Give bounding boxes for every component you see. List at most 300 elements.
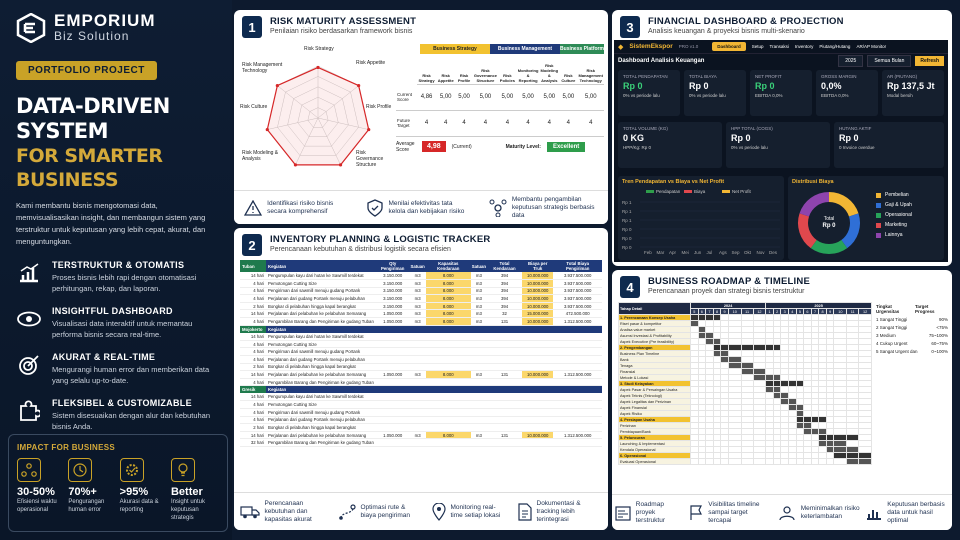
task-name: 1. Perencanaan Konsep Usaha [619, 315, 691, 321]
column-header: Biaya per Truk [522, 260, 553, 272]
group-business-strategy: Business Strategy [420, 44, 490, 54]
value-cell: 10.000.000 [522, 318, 553, 326]
value-cell: m3 [409, 295, 425, 303]
radar-point [316, 66, 319, 69]
task-name: Analisa value market [619, 327, 691, 333]
value-cell [409, 378, 425, 386]
maturity-value: Excellent [547, 142, 585, 152]
kpi-value: Rp 137,5 Jt [887, 81, 935, 91]
score-cell: 4 [517, 110, 540, 136]
month-header: 4 [789, 309, 797, 315]
kpi-sub: 0% vs periode lalu [623, 93, 660, 98]
feature-title: INSIGHTFUL DASHBOARD [52, 306, 173, 316]
footer-text: Membantu pengambilan keputusan strategis berbasis data [511, 195, 595, 219]
period-select[interactable]: Semua Bulan [867, 55, 911, 67]
value-cell: 15.000.000 [522, 310, 553, 318]
value-cell: 3.937.500.000 [553, 272, 602, 280]
activity-cell: Pengambilan Barang dan Pengiriman ke gudang Tuban [266, 318, 376, 326]
nav-setup[interactable]: Setup [751, 44, 764, 49]
column-header: Risk Culture [559, 56, 577, 84]
value-cell [409, 416, 425, 424]
feature-desc: Mengurangi human error dan memberikan data yang selalu up-to-date. [52, 365, 210, 385]
duration-cell: 4 hari [240, 340, 266, 348]
task-name: Business Plan Timeline [619, 351, 691, 357]
column-header [471, 386, 487, 394]
duration-cell: 4 hari [240, 287, 266, 295]
value-cell [553, 401, 602, 409]
footer-text: Identifikasi risiko bisnis secara komprehensif [267, 199, 334, 215]
risk-score-table [396, 44, 604, 153]
value-cell: 3.150.000 [376, 295, 409, 303]
activity-cell: Perjalanan dari gudang Portank menuju pelabuhan [266, 295, 376, 303]
duration-cell: 14 hari [240, 333, 266, 341]
radar-label: Risk Profile [366, 104, 392, 110]
panel-number: 1 [242, 16, 262, 38]
value-cell [471, 355, 487, 363]
table-row [240, 431, 602, 439]
legend-label: Pembelian [885, 192, 909, 198]
footer-item [866, 501, 949, 525]
value-cell: 10.000.000 [522, 287, 553, 295]
legend-swatch [684, 190, 692, 193]
panel-number: 2 [242, 234, 262, 256]
year-select[interactable]: 2025 [838, 55, 863, 67]
value-cell: 10.000.000 [522, 302, 553, 310]
month-header: 11 [847, 309, 859, 315]
value-cell [426, 393, 471, 401]
task-name: Aspek Legalitas dan Perizinan [619, 399, 691, 405]
shield-check-icon [367, 199, 383, 217]
value-cell [426, 378, 471, 386]
donut-slice [804, 197, 829, 215]
value-cell: 8.000 [426, 287, 471, 295]
value-cell: 131 [487, 371, 522, 379]
panel-number: 4 [620, 276, 640, 298]
duration-cell: 14 hari [240, 431, 266, 439]
value-cell [487, 416, 522, 424]
legend-swatch [876, 233, 881, 238]
activity-cell: Pengiriman dari sawmill menuju gudang Portank [266, 348, 376, 356]
month-header: 5 [691, 309, 699, 315]
gantt-cell [728, 459, 741, 465]
value-cell: m3 [471, 280, 487, 288]
table-row [240, 295, 602, 303]
nav-ar-ap-monitor[interactable]: AR/AP Monitor [856, 44, 887, 49]
impact-label: Pengurangan human error [68, 499, 105, 513]
score-cell: 4 [455, 110, 473, 136]
footer-item [689, 501, 772, 525]
kpi-sub: HPP/Kg: Rp 0 [623, 145, 652, 150]
value-cell [471, 333, 487, 341]
column-header [409, 325, 425, 333]
column-header: Risk Governance Structure [473, 56, 498, 84]
activity-cell: Pemotongan Cutting Size [266, 401, 376, 409]
value-cell: 1.050.000 [376, 310, 409, 318]
value-cell: 8.000 [426, 295, 471, 303]
value-cell [471, 340, 487, 348]
duration-cell: 4 hari [240, 295, 266, 303]
column-header [426, 325, 471, 333]
value-cell: 3.150.000 [376, 302, 409, 310]
refresh-button[interactable]: Refresh [915, 56, 944, 66]
footer-text: Dokumentasi & tracking lebih terintegrasi [536, 499, 581, 523]
feature-desc: Sistem disesuaikan dengan alur dan kebutuhan bisnis Anda. [52, 411, 211, 431]
value-cell [487, 348, 522, 356]
value-cell: 10.000.000 [522, 280, 553, 288]
group-business-platform: Business Platform [560, 46, 604, 52]
value-cell [409, 340, 425, 348]
feature-item [16, 398, 216, 432]
value-cell: m3 [471, 318, 487, 326]
activity-cell: Bongkar di pelabuhan hingga kapal berangkat [266, 302, 376, 310]
score-cell: 5,00 [539, 84, 559, 110]
value-cell [522, 393, 553, 401]
kpi-value: 0 KG [623, 133, 645, 143]
gantt-cell [826, 459, 834, 465]
kpi-card [750, 70, 812, 116]
section-header [240, 325, 602, 333]
roadmap-icon [615, 505, 631, 521]
value-cell [487, 409, 522, 417]
logo-icon [16, 13, 46, 43]
panel-number: 3 [620, 16, 640, 38]
value-cell: 1.312.500.000 [553, 431, 602, 439]
y-tick: Rp 1 [622, 218, 632, 223]
value-cell [471, 439, 487, 447]
duration-cell: 14 hari [240, 272, 266, 280]
month-header: 12 [753, 309, 766, 315]
hero-title: DATA-DRIVEN SYSTEM [16, 94, 170, 143]
value-cell [522, 340, 553, 348]
month-header: 11 [741, 309, 753, 315]
kpi-value: Rp 0 [623, 81, 643, 91]
legend-swatch [646, 190, 654, 193]
value-cell [522, 378, 553, 386]
feature-title: AKURAT & REAL-TIME [52, 352, 156, 362]
activity-cell: Pengumpulan kayu dari hutan ke Sawmill terdekat [266, 393, 376, 401]
kpi-card [834, 122, 944, 168]
activity-cell: Pengiriman dari sawmill menuju gudang Portank [266, 409, 376, 417]
x-tick: Nov [756, 250, 765, 255]
x-tick: Feb [644, 250, 652, 255]
score-cell: 4 [498, 110, 517, 136]
value-cell [409, 424, 425, 432]
value-cell [522, 424, 553, 432]
score-cell: 4 [559, 110, 577, 136]
impact-stat [68, 458, 116, 522]
section-name: Gresik [240, 386, 266, 394]
column-header: Total Kendaraan [487, 260, 522, 272]
nav-piutang-hutang[interactable]: Piutang/Hutang [819, 44, 851, 49]
footer-text: Meminimalkan risiko keterlambatan [800, 504, 860, 520]
month-header: 10 [834, 309, 847, 315]
value-cell: m3 [409, 280, 425, 288]
y-tick: Rp 1 [622, 209, 632, 214]
score-cell: 5,00 [517, 84, 540, 110]
value-cell: 1.312.500.000 [553, 371, 602, 379]
panel-roadmap [612, 270, 952, 530]
month-header: 3 [781, 309, 789, 315]
column-header: Tahap Detail [619, 303, 691, 315]
section-name: Tuban [240, 260, 266, 272]
footer-item [367, 199, 468, 217]
footer-text: Roadmap proyek terstruktur [635, 500, 666, 524]
table-row [240, 355, 602, 363]
panel-title: INVENTORY PLANNING & LOGISTIC TRACKER [270, 234, 491, 245]
table-row [240, 333, 602, 341]
radar-chart [238, 46, 398, 191]
value-cell [426, 401, 471, 409]
value-cell [426, 416, 471, 424]
people-network-icon [17, 458, 41, 482]
value-cell [376, 393, 409, 401]
value-cell [409, 333, 425, 341]
kpi-sub: Modal bersih [887, 93, 913, 98]
score-cell: 4 [436, 110, 455, 136]
task-name: Bank [619, 357, 691, 363]
score-cell: 4 [539, 110, 559, 136]
column-header: Total Biaya Pengiriman [553, 260, 602, 272]
month-header: 6 [698, 309, 706, 315]
panel-risk-maturity [234, 10, 608, 224]
duration-cell: 14 hari [240, 310, 266, 318]
urgency-level: 3 Medium [876, 333, 896, 338]
urgency-level: 4 Cukup Urgent [876, 341, 908, 346]
footer-text: Perencanaan kebutuhan dan kapasitas akurat [264, 499, 312, 523]
activity-cell: Bongkar di pelabuhan hingga kapal berangkat [266, 424, 376, 432]
gantt-cell [781, 459, 789, 465]
row-label: Current Score [396, 84, 417, 110]
column-header [376, 386, 409, 394]
duration-cell: 2 hari [240, 424, 266, 432]
kpi-card [726, 122, 830, 168]
value-cell: 32 [487, 310, 522, 318]
feature-item [16, 352, 216, 386]
column-header: Satuan [471, 260, 487, 272]
score-cell: 4,86 [417, 84, 436, 110]
app-logo-icon: ◆ [618, 43, 624, 51]
panel-subtitle: Analisis keuangan & proyeksi bisnis multi-skenario [648, 28, 805, 35]
value-cell [522, 401, 553, 409]
nav-transaksi[interactable]: Transaksi [769, 44, 789, 49]
inventory-table [240, 260, 602, 447]
value-cell [487, 355, 522, 363]
legend-label: Pendapatan [656, 189, 681, 194]
month-header: 2 [773, 309, 781, 315]
value-cell: m3 [409, 287, 425, 295]
impact-value: Better [170, 486, 203, 498]
gantt-cell [811, 459, 819, 465]
value-cell [426, 424, 471, 432]
nav-dashboard[interactable]: Dashboard [712, 42, 746, 51]
column-header [522, 325, 553, 333]
month-header: 7 [811, 309, 819, 315]
month-header: 8 [713, 309, 721, 315]
column-header: Risk Strategy [417, 56, 436, 84]
footer-item [338, 504, 421, 520]
impact-stat [171, 458, 219, 522]
panel-title: FINANCIAL DASHBOARD & PROJECTION [648, 16, 844, 27]
task-name: 2. Pengembangan [619, 345, 691, 351]
eye-icon [16, 306, 42, 332]
feature-desc: Proses bisnis lebih rapi dengan otomatisasi perhitungan, rekap, dan laporan. [52, 273, 197, 293]
warning-icon [244, 200, 262, 216]
impact-box [8, 434, 228, 532]
value-cell [409, 355, 425, 363]
kpi-sub: 0 Invoice overdue [839, 145, 875, 150]
radar-label: Risk Strategy [304, 46, 334, 52]
value-cell [553, 409, 602, 417]
column-header: Kegiatan [266, 325, 376, 333]
score-cell: 4 [473, 110, 498, 136]
value-cell [376, 333, 409, 341]
value-cell [426, 348, 471, 356]
value-cell [487, 424, 522, 432]
value-cell: 8.000 [426, 302, 471, 310]
value-cell: 472.500.000 [553, 310, 602, 318]
gantt-cell [706, 459, 714, 465]
score-cell: 5,00 [455, 84, 473, 110]
value-cell [553, 378, 602, 386]
value-cell [487, 340, 522, 348]
footer-text: Visibilitas timeline sampai target tercapai [708, 500, 760, 524]
value-cell [471, 409, 487, 417]
x-tick: Jul [706, 250, 713, 255]
value-cell [487, 393, 522, 401]
month-header: 7 [706, 309, 714, 315]
value-cell [426, 333, 471, 341]
kpi-value: Rp 0 [731, 133, 751, 143]
month-header: 1 [766, 309, 774, 315]
clock-icon [68, 458, 92, 482]
value-cell: 1.312.500.000 [553, 318, 602, 326]
y-tick: Rp 0 [622, 227, 632, 232]
value-cell [522, 409, 553, 417]
feature-title: TERSTRUKTUR & OTOMATIS [52, 260, 185, 270]
hero-intro: Kami membantu bisnis mengotomasi data, memvisualisasikan insight, dan membangun sistem yang terstruktur untuk keputusan yang lebih cepat, akurat, dan menguntungkan. [16, 201, 206, 246]
month-header: 9 [826, 309, 834, 315]
panel-title: RISK MATURITY ASSESSMENT [270, 16, 417, 27]
column-header [471, 325, 487, 333]
activity-cell: Perjalanan dari gudang Portank menuju pelabuhan [266, 355, 376, 363]
gantt-cell [766, 459, 774, 465]
value-cell [471, 378, 487, 386]
target-progress: 75~100% [928, 333, 948, 338]
nav-inventory[interactable]: Inventory [794, 44, 814, 49]
x-tick: Apr [669, 250, 677, 255]
value-cell [409, 363, 425, 371]
table-row [240, 409, 602, 417]
value-cell [487, 378, 522, 386]
group-business-management: Business Management [490, 44, 560, 54]
value-cell: 3.937.500.000 [553, 287, 602, 295]
urgency-legend [876, 304, 948, 357]
y-tick: Rp 0 [622, 236, 632, 241]
table-row [240, 401, 602, 409]
feature-desc: Visualisasi data interaktif untuk memantau performa bisnis secara real-time. [52, 319, 193, 339]
value-cell: 3.937.500.000 [553, 280, 602, 288]
value-cell [409, 348, 425, 356]
app-name: SistemEkspor [629, 43, 673, 50]
people-icon [778, 506, 796, 520]
truck-icon [240, 505, 260, 519]
duration-cell: 4 hari [240, 416, 266, 424]
task-name: 5. Peluncuran [619, 435, 691, 441]
score-cell: 4 [577, 110, 604, 136]
brand-sub: Biz Solution [54, 29, 130, 43]
value-cell: m3 [409, 318, 425, 326]
impact-label: Insight untuk keputusan strategis [170, 499, 206, 521]
task-name: Aspek Finansial [619, 405, 691, 411]
gantt-cell [834, 459, 847, 465]
footer-text: Optimasi rute & biaya pengiriman [360, 503, 411, 519]
gantt-chart [618, 302, 872, 465]
task-name: Aspek Executive (Pre feasibility) [619, 339, 691, 345]
flag-icon [689, 505, 703, 521]
duration-cell: 2 hari [240, 302, 266, 310]
kpi-label: HPP TOTAL (COGS) [731, 126, 773, 131]
activity-cell: Bongkar di pelabuhan hingga kapal berangkat [266, 363, 376, 371]
gantt-cell [721, 459, 729, 465]
value-cell [376, 416, 409, 424]
legend-swatch [722, 190, 730, 193]
activity-cell: Pengambilan Barang dan Pengiriman ke gudang Tuban [266, 439, 376, 447]
kpi-sub: 0% vs periode lalu [689, 93, 726, 98]
value-cell [426, 439, 471, 447]
gantt-cell [819, 459, 827, 465]
value-cell [553, 424, 602, 432]
cost-distribution [788, 176, 944, 260]
duration-cell: 4 hari [240, 401, 266, 409]
duration-cell: 4 hari [240, 280, 266, 288]
task-name: 6. Operasional [619, 453, 691, 459]
value-cell: 131 [487, 318, 522, 326]
left-column [0, 0, 232, 540]
table-row [240, 272, 602, 280]
column-header: Risk Profile [455, 56, 473, 84]
score-cell: 5,00 [473, 84, 498, 110]
impact-stat [17, 458, 65, 522]
score-cell: 5,00 [577, 84, 604, 110]
duration-cell: 2 hari [240, 363, 266, 371]
kpi-card [618, 122, 722, 168]
activity-cell: Pengambilan Barang dan Pengiriman ke gudang Tuban [266, 378, 376, 386]
radar-point [357, 84, 360, 87]
column-header: Risk Management Technology [577, 56, 604, 84]
value-cell [487, 401, 522, 409]
table-row [240, 348, 602, 356]
value-cell [522, 333, 553, 341]
trend-chart-title: Tren Pendapatan vs Biaya vs Net Profit [622, 179, 725, 185]
gantt-cell [691, 459, 699, 465]
value-cell [522, 416, 553, 424]
duration-cell: 14 hari [240, 393, 266, 401]
network-icon [489, 199, 507, 217]
value-cell [553, 333, 602, 341]
value-cell: 394 [487, 272, 522, 280]
footer-item [432, 503, 507, 521]
score-cell: 5,00 [498, 84, 517, 110]
legend-header: Target Progress [915, 304, 935, 314]
month-header: 12 [859, 309, 872, 315]
column-header [487, 325, 522, 333]
kpi-label: NET PROFIT [755, 74, 782, 79]
footer-item [518, 500, 603, 524]
score-cell: 4 [417, 110, 436, 136]
feature-title: FLEKSIBEL & CUSTOMIZABLE [52, 398, 192, 408]
value-cell [409, 409, 425, 417]
duration-cell: 4 hari [240, 409, 266, 417]
